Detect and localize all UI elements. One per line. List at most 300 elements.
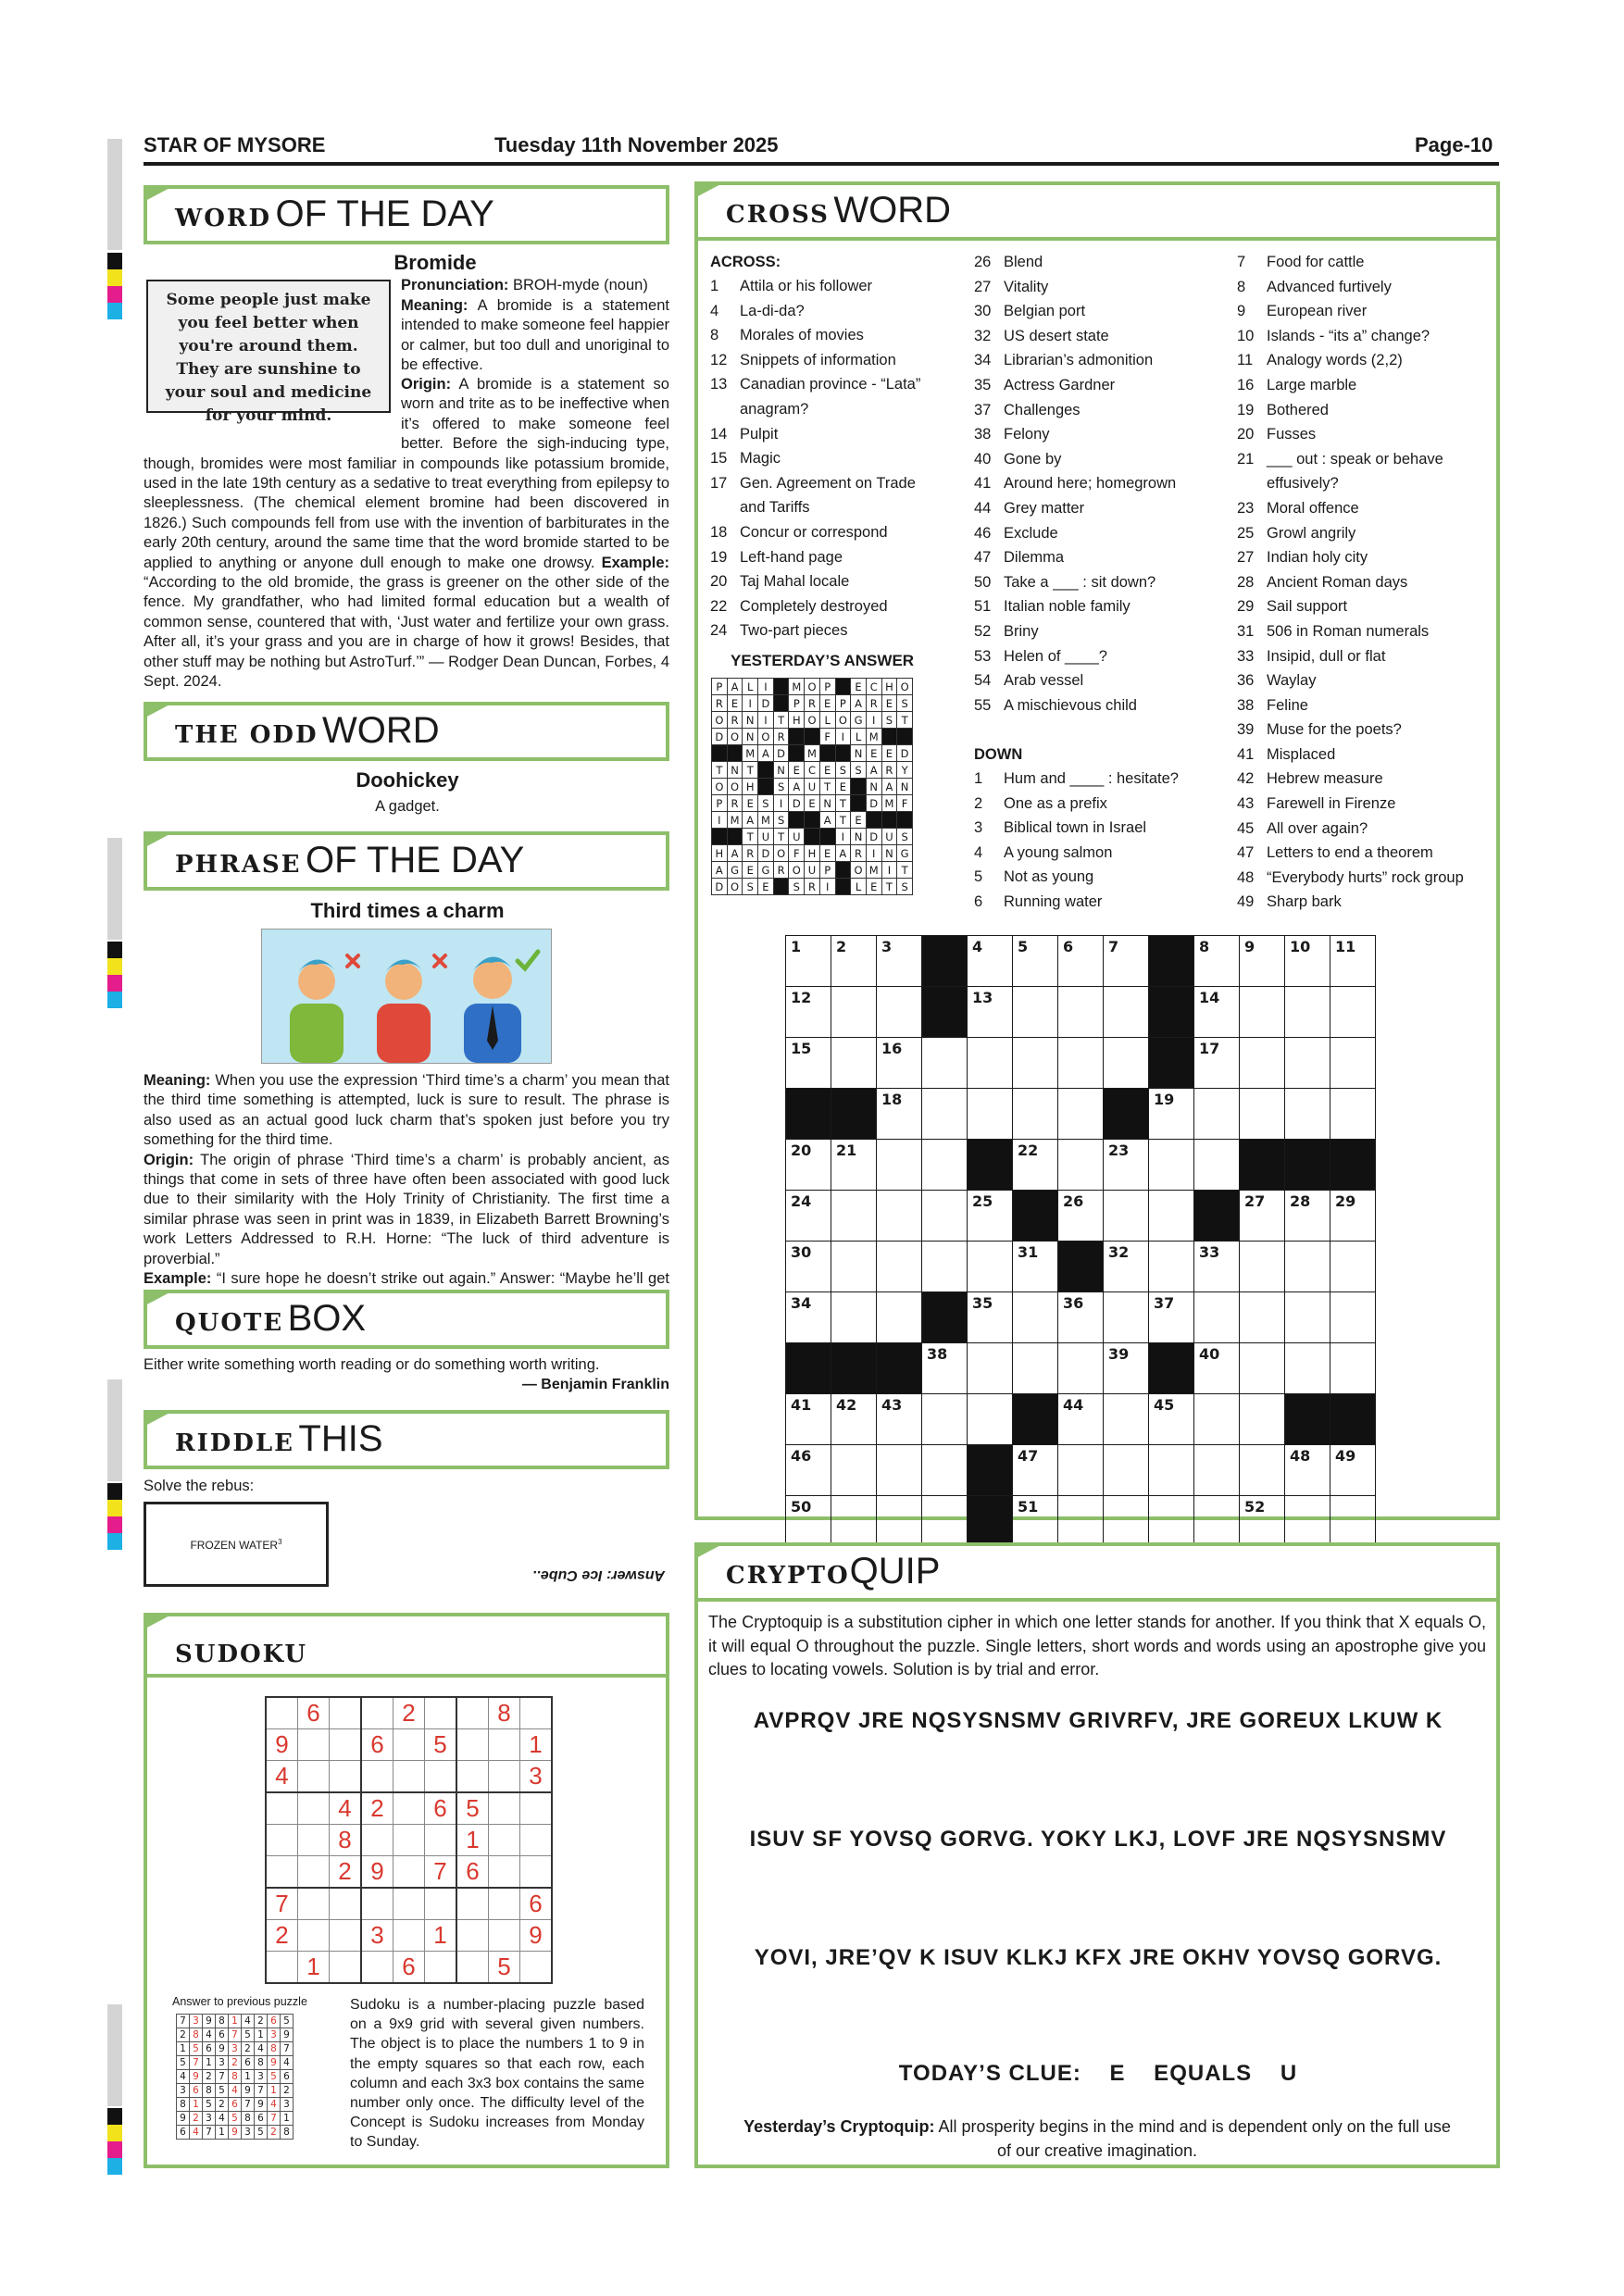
previous-sudoku-cell: 2 — [177, 2028, 190, 2042]
sudoku-cell[interactable] — [456, 1920, 489, 1952]
sudoku-cell[interactable] — [489, 1792, 520, 1825]
crossword-cell[interactable] — [1194, 1140, 1240, 1191]
crossword-cell[interactable]: 8 — [1194, 936, 1240, 987]
crossword-cell[interactable] — [1330, 1038, 1376, 1089]
crossword-cell[interactable]: 36 — [1058, 1292, 1104, 1343]
crossword-cell[interactable] — [1149, 1242, 1194, 1292]
sudoku-cell[interactable] — [298, 1729, 330, 1761]
answer-cell: F — [819, 729, 835, 745]
crossword-cell[interactable] — [1104, 1038, 1149, 1089]
clue-text: anagram? — [740, 400, 809, 418]
answer-cell: O — [805, 712, 820, 729]
riddle-title-box — [144, 1410, 669, 1469]
crossword-cell[interactable]: 35 — [968, 1292, 1013, 1343]
sudoku-cell[interactable] — [394, 1888, 425, 1920]
clue-number: 43 — [1237, 795, 1255, 813]
crossword-cell[interactable] — [1149, 1191, 1194, 1242]
crossword-cell[interactable] — [1058, 1445, 1104, 1496]
crossword-cell[interactable]: 17 — [1194, 1038, 1240, 1089]
clue-item — [974, 890, 1179, 915]
answer-block — [805, 729, 820, 745]
crossword-cell[interactable] — [1240, 1343, 1285, 1394]
crossword-cell[interactable] — [1285, 1343, 1330, 1394]
sudoku-cell[interactable] — [489, 1729, 520, 1761]
crossword-cell[interactable]: 25 — [968, 1191, 1013, 1242]
sudoku-cell[interactable] — [489, 1920, 520, 1952]
previous-sudoku-cell: 7 — [255, 2084, 268, 2098]
crossword-cell[interactable] — [1013, 1343, 1058, 1394]
sudoku-cell[interactable] — [456, 1729, 489, 1761]
sudoku-cell[interactable] — [266, 1697, 298, 1729]
crossword-cell[interactable]: 47 — [1013, 1445, 1058, 1496]
crossword-cell[interactable] — [1104, 1191, 1149, 1242]
previous-sudoku-cell: 3 — [203, 2112, 216, 2126]
across-heading: ACROSS: — [710, 254, 781, 270]
clue-item — [1237, 792, 1464, 817]
answer-cell: R — [773, 862, 789, 879]
crossword-cell[interactable] — [1285, 1496, 1330, 1547]
sudoku-cell[interactable] — [394, 1856, 425, 1889]
crossword-cell[interactable] — [922, 1394, 968, 1445]
crossword-cell[interactable]: 29 — [1330, 1191, 1376, 1242]
clue-text: Farewell in Firenze — [1267, 795, 1396, 813]
crossword-cell[interactable] — [1194, 1292, 1240, 1343]
crossword-cell[interactable] — [922, 1038, 968, 1089]
previous-sudoku-cell: 2 — [268, 2126, 281, 2140]
crossword-cell[interactable]: 22 — [1013, 1140, 1058, 1191]
crossword-cell[interactable]: 7 — [1104, 936, 1149, 987]
sudoku-cell[interactable] — [425, 1825, 457, 1856]
crossword-cell[interactable] — [831, 1242, 877, 1292]
sudoku-cell[interactable] — [361, 1825, 394, 1856]
sudoku-cell[interactable] — [298, 1825, 330, 1856]
sudoku-cell[interactable] — [266, 1825, 298, 1856]
sudoku-cell[interactable] — [394, 1792, 425, 1825]
crossword-grid[interactable] — [785, 935, 1376, 1598]
sudoku-cell: 8 — [330, 1825, 362, 1856]
clue-item — [710, 348, 920, 373]
clue-number: 42 — [1237, 770, 1255, 788]
crossword-cell[interactable]: 19 — [1149, 1089, 1194, 1140]
clue-number: 52 — [974, 622, 992, 640]
crossword-cell[interactable] — [1013, 1089, 1058, 1140]
crossword-cell[interactable]: 45 — [1149, 1394, 1194, 1445]
previous-sudoku-cell: 3 — [268, 2028, 281, 2042]
reg-swatch — [107, 992, 122, 1008]
previous-sudoku-cell: 3 — [242, 2126, 255, 2140]
answer-cell: S — [835, 762, 851, 779]
clue-item — [710, 471, 920, 496]
clue-number: 3 — [974, 819, 983, 837]
crossword-cell[interactable] — [1330, 1242, 1376, 1292]
previous-sudoku-cell: 4 — [255, 2042, 268, 2056]
clue-text: Insipid, dull or flat — [1267, 647, 1386, 665]
answer-cell: O — [835, 712, 851, 729]
answer-cell: R — [805, 695, 820, 712]
crossword-cell[interactable] — [1058, 1038, 1104, 1089]
crossword-cell[interactable] — [877, 987, 922, 1038]
crossword-cell[interactable] — [922, 1191, 968, 1242]
crossword-cell[interactable] — [1194, 1496, 1240, 1547]
crossword-cell[interactable] — [831, 1191, 877, 1242]
crossword-cell[interactable] — [1058, 1343, 1104, 1394]
previous-sudoku-cell: 8 — [216, 2015, 229, 2028]
sudoku-cell[interactable] — [298, 1920, 330, 1952]
crossword-cell[interactable] — [1330, 1089, 1376, 1140]
crossword-cell[interactable] — [877, 1496, 922, 1547]
answer-block — [758, 762, 774, 779]
crossword-cell[interactable] — [831, 1445, 877, 1496]
crossword-cell[interactable]: 30 — [786, 1242, 831, 1292]
crossword-cell[interactable] — [1194, 1445, 1240, 1496]
crossword-block — [922, 936, 968, 987]
crossword-cell[interactable] — [1104, 1496, 1149, 1547]
clue-number: 55 — [974, 696, 992, 714]
answer-block — [881, 729, 897, 745]
sudoku-cell[interactable] — [298, 1888, 330, 1920]
crossword-cell[interactable] — [831, 1496, 877, 1547]
sudoku-cell[interactable] — [330, 1761, 362, 1793]
answer-cell: N — [897, 779, 913, 795]
crossword-cell[interactable] — [877, 1242, 922, 1292]
answer-cell: M — [881, 795, 897, 812]
answer-cell: T — [743, 829, 758, 845]
answer-cell: O — [712, 712, 728, 729]
previous-sudoku-cell: 5 — [190, 2042, 203, 2056]
clue-item — [974, 373, 1176, 398]
answer-cell: E — [819, 845, 835, 862]
crossword-cell[interactable]: 40 — [1194, 1343, 1240, 1394]
previous-sudoku-cell: 6 — [242, 2056, 255, 2070]
crossword-cell[interactable] — [922, 1445, 968, 1496]
sudoku-cell[interactable] — [456, 1888, 489, 1920]
sudoku-cell[interactable] — [330, 1697, 362, 1729]
crossword-cell[interactable] — [877, 1140, 922, 1191]
crossword-cell[interactable]: 15 — [786, 1038, 831, 1089]
crossword-cell[interactable] — [1013, 1292, 1058, 1343]
crossword-cell[interactable] — [1285, 987, 1330, 1038]
sudoku-cell[interactable] — [489, 1761, 520, 1793]
crossword-cell[interactable]: 1 — [786, 936, 831, 987]
answer-cell: T — [773, 829, 789, 845]
crossword-cell[interactable]: 13 — [968, 987, 1013, 1038]
crossword-cell[interactable]: 48 — [1285, 1445, 1330, 1496]
answer-cell: E — [743, 862, 758, 879]
clue-text: Ancient Roman days — [1267, 573, 1408, 591]
sudoku-cell[interactable] — [520, 1792, 553, 1825]
crossword-cell[interactable] — [877, 1445, 922, 1496]
crossword-cell[interactable] — [1058, 987, 1104, 1038]
crossword-cell[interactable]: 10 — [1285, 936, 1330, 987]
crossword-cell[interactable]: 28 — [1285, 1191, 1330, 1242]
crossword-cell[interactable] — [968, 1394, 1013, 1445]
crossword-cell[interactable] — [968, 1343, 1013, 1394]
answer-cell: E — [758, 879, 774, 895]
crossword-cell[interactable] — [1058, 1140, 1104, 1191]
answer-block — [712, 829, 728, 845]
crossword-cell[interactable]: 20 — [786, 1140, 831, 1191]
clue-item — [1237, 890, 1464, 915]
reg-swatch — [107, 1533, 122, 1550]
crossword-cell[interactable]: 26 — [1058, 1191, 1104, 1242]
crossword-cell[interactable]: 44 — [1058, 1394, 1104, 1445]
clue-item — [1237, 817, 1464, 842]
crossword-cell[interactable] — [922, 1242, 968, 1292]
crossword-cell[interactable] — [1149, 1445, 1194, 1496]
sudoku-cell[interactable] — [330, 1920, 362, 1952]
crossword-cell[interactable] — [1240, 987, 1285, 1038]
crossword-cell[interactable] — [922, 1089, 968, 1140]
crossword-cell[interactable] — [1104, 987, 1149, 1038]
answer-cell: U — [881, 829, 897, 845]
crossword-cell[interactable]: 32 — [1104, 1242, 1149, 1292]
crossword-cell[interactable] — [1149, 1496, 1194, 1547]
crossword-cell[interactable]: 46 — [786, 1445, 831, 1496]
crossword-cell[interactable]: 43 — [877, 1394, 922, 1445]
crossword-block — [968, 1445, 1013, 1496]
clue-text: Arab vessel — [1004, 672, 1084, 690]
crossword-cell[interactable] — [1194, 1394, 1240, 1445]
crossword-cell[interactable]: 4 — [968, 936, 1013, 987]
crossword-cell[interactable] — [1058, 1089, 1104, 1140]
clue-number: 10 — [1237, 327, 1255, 344]
crossword-cell[interactable] — [1240, 1292, 1285, 1343]
clue-item — [974, 644, 1176, 669]
answer-cell: D — [897, 745, 913, 762]
crossword-cell[interactable] — [1285, 1292, 1330, 1343]
clue-text: Exclude — [1004, 524, 1058, 542]
answer-cell: E — [789, 762, 805, 779]
crossword-cell[interactable]: 49 — [1330, 1445, 1376, 1496]
crossword-cell[interactable] — [831, 1292, 877, 1343]
sudoku-cell[interactable] — [266, 1792, 298, 1825]
crossword-cell[interactable] — [1240, 1089, 1285, 1140]
previous-sudoku-cell: 2 — [242, 2042, 255, 2056]
crossword-cell[interactable] — [922, 1496, 968, 1547]
answer-cell: D — [773, 745, 789, 762]
clue-item — [1237, 275, 1464, 300]
sudoku-cell[interactable] — [520, 1697, 553, 1729]
clue-text: One as a prefix — [1004, 794, 1107, 812]
clue-item — [710, 323, 920, 348]
sudoku-cell[interactable] — [394, 1761, 425, 1793]
crossword-cell[interactable]: 6 — [1058, 936, 1104, 987]
previous-sudoku-cell: 3 — [229, 2042, 242, 2056]
crossword-cell[interactable]: 9 — [1240, 936, 1285, 987]
crossword-cell[interactable]: 31 — [1013, 1242, 1058, 1292]
crossword-cell[interactable] — [1104, 1445, 1149, 1496]
crossword-cell[interactable] — [1285, 1038, 1330, 1089]
crossword-cell[interactable] — [968, 1038, 1013, 1089]
crossword-cell[interactable]: 24 — [786, 1191, 831, 1242]
answer-block — [897, 812, 913, 829]
crossword-cell[interactable] — [877, 1191, 922, 1242]
crossword-cell[interactable] — [831, 1038, 877, 1089]
crossword-cell[interactable] — [1058, 1496, 1104, 1547]
clue-text: 506 in Roman numerals — [1267, 622, 1430, 640]
crossword-cell[interactable]: 11 — [1330, 936, 1376, 987]
crossword-cell[interactable] — [877, 1292, 922, 1343]
sudoku-cell[interactable] — [520, 1825, 553, 1856]
crossword-cell[interactable]: 34 — [786, 1292, 831, 1343]
crossword-cell[interactable] — [1285, 1242, 1330, 1292]
sudoku-cell[interactable] — [298, 1792, 330, 1825]
sudoku-cell[interactable] — [266, 1856, 298, 1889]
crossword-cell[interactable] — [1240, 1038, 1285, 1089]
sudoku-cell[interactable] — [330, 1729, 362, 1761]
sudoku-cell[interactable] — [425, 1761, 457, 1793]
crossword-cell[interactable]: 51 — [1013, 1496, 1058, 1547]
answer-cell: H — [743, 779, 758, 795]
crossword-cell[interactable] — [1240, 1394, 1285, 1445]
sudoku-cell[interactable] — [489, 1856, 520, 1889]
crossword-cell[interactable]: 50 — [786, 1496, 831, 1547]
crossword-cell[interactable]: 2 — [831, 936, 877, 987]
crossword-cell[interactable] — [1104, 1394, 1149, 1445]
sudoku-cell[interactable] — [298, 1761, 330, 1793]
clue-text: Large marble — [1267, 376, 1357, 393]
crossword-cell[interactable]: 37 — [1149, 1292, 1194, 1343]
sudoku-cell[interactable] — [520, 1952, 553, 1984]
crossword-cell[interactable]: 38 — [922, 1343, 968, 1394]
sudoku-cell[interactable] — [330, 1888, 362, 1920]
crossword-cell[interactable]: 12 — [786, 987, 831, 1038]
crossword-cell[interactable] — [1013, 1038, 1058, 1089]
sudoku-cell[interactable] — [394, 1825, 425, 1856]
crossword-cell[interactable]: 23 — [1104, 1140, 1149, 1191]
clue-text: Librarian’s admonition — [1004, 352, 1154, 369]
crossword-cell[interactable]: 21 — [831, 1140, 877, 1191]
previous-sudoku-cell: 5 — [281, 2015, 294, 2028]
clue-number: 5 — [974, 868, 983, 886]
sudoku-cell[interactable] — [330, 1952, 362, 1984]
crossword-cell[interactable] — [1104, 1292, 1149, 1343]
crossword-cell[interactable] — [968, 1242, 1013, 1292]
crossword-cell[interactable] — [1240, 1445, 1285, 1496]
crossword-cell[interactable] — [1285, 1089, 1330, 1140]
crossword-block — [922, 1292, 968, 1343]
clue-item — [974, 545, 1176, 570]
crossword-cell[interactable]: 39 — [1104, 1343, 1149, 1394]
sudoku-cell[interactable] — [425, 1697, 457, 1729]
clue-number: 40 — [974, 450, 992, 468]
odd-word-meaning: A gadget. — [375, 798, 440, 815]
registration-strip — [107, 2004, 122, 2106]
cryptoquip-title: CRYPTOQUIP — [726, 1551, 941, 1591]
clue-number: 36 — [1237, 672, 1255, 690]
phrase-body: Meaning: When you use the expression ‘Third time’s a charm’ you mean that the third time something is attempted, luck is sure to result. The phrase is also used as an actual good luck charm that’s spoken just before you try something for the third time. Origin: The origin of phrase ‘Third time’s a charm’ is probably ancient, as things that come in sets of three have often been associated with good luck due to their similarity with the Holy Trinity of Christianity. The first time a similar phrase was seen in print was in 1839, in Elizabeth Barrett Browning’s work Letters Addressed to R.H. Horne: “The luck of third adventure is proverbial.” Example: “I sure hope he doesn’t strike out again.” Answer: “Maybe he’ll get — [144, 1072, 669, 1288]
cryptoquip-line-2: ISUV SF YOVSQ GORVG. YOKY LKJ, LOVF JRE NQSYSNSMV — [749, 1827, 1447, 1852]
sudoku-cell[interactable] — [361, 1952, 394, 1984]
crossword-cell[interactable] — [1330, 987, 1376, 1038]
yesterday-crossword-answer — [711, 678, 913, 895]
answer-block — [773, 695, 789, 712]
sudoku-cell[interactable] — [298, 1856, 330, 1889]
crossword-cell[interactable] — [1330, 1292, 1376, 1343]
clue-number: 49 — [1237, 893, 1255, 911]
sudoku-cell[interactable] — [394, 1920, 425, 1952]
sudoku-cell: 6 — [394, 1952, 425, 1984]
crossword-cell[interactable]: 42 — [831, 1394, 877, 1445]
answer-cell: A — [743, 812, 758, 829]
crossword-cell[interactable]: 52 — [1240, 1496, 1285, 1547]
sudoku-cell[interactable] — [361, 1888, 394, 1920]
sudoku-cell[interactable] — [520, 1856, 553, 1889]
crossword-cell[interactable] — [1013, 987, 1058, 1038]
crossword-cell[interactable]: 5 — [1013, 936, 1058, 987]
crossword-block — [1104, 1089, 1149, 1140]
clue-text: Actress Gardner — [1004, 376, 1116, 393]
sudoku-cell[interactable] — [425, 1952, 457, 1984]
clue-text: Take a ___ : sit down? — [1004, 573, 1156, 591]
crossword-cell[interactable]: 14 — [1194, 987, 1240, 1038]
title-flag — [144, 185, 175, 202]
crossword-cell[interactable] — [831, 987, 877, 1038]
crossword-cell[interactable]: 33 — [1194, 1242, 1240, 1292]
answer-cell: P — [835, 695, 851, 712]
sudoku-cell[interactable] — [266, 1952, 298, 1984]
word-of-day-word: Bromide — [394, 251, 477, 274]
clue-item — [1237, 545, 1464, 570]
crossword-cell[interactable] — [1330, 1496, 1376, 1547]
clue-text: Snippets of information — [740, 351, 896, 368]
crossword-cell[interactable]: 41 — [786, 1394, 831, 1445]
clue-number: 14 — [710, 425, 728, 443]
clue-item — [1237, 570, 1464, 595]
sudoku-cell[interactable] — [394, 1729, 425, 1761]
clue-number: 44 — [974, 499, 992, 517]
crossword-cell[interactable]: 27 — [1240, 1191, 1285, 1242]
previous-sudoku-cell: 1 — [203, 2056, 216, 2070]
answer-cell: A — [727, 679, 743, 695]
previous-sudoku-cell: 5 — [203, 2098, 216, 2112]
clue-item — [710, 569, 920, 594]
crossword-cell[interactable] — [1240, 1242, 1285, 1292]
crossword-cell[interactable] — [1149, 1140, 1194, 1191]
answer-cell: G — [851, 712, 867, 729]
crossword-cell[interactable]: 3 — [877, 936, 922, 987]
crossword-cell[interactable]: 16 — [877, 1038, 922, 1089]
crossword-block — [1285, 1394, 1330, 1445]
crossword-cell[interactable] — [1194, 1089, 1240, 1140]
clue-text: Advanced furtively — [1267, 278, 1392, 295]
crossword-cell[interactable] — [1330, 1343, 1376, 1394]
sudoku-cell[interactable] — [361, 1761, 394, 1793]
answer-block — [819, 829, 835, 845]
sudoku-cell[interactable] — [361, 1697, 394, 1729]
crossword-cell[interactable] — [968, 1089, 1013, 1140]
clue-number: 11 — [1237, 352, 1254, 369]
answer-cell: E — [881, 695, 897, 712]
sudoku-cell: 1 — [456, 1825, 489, 1856]
sudoku-cell[interactable] — [456, 1761, 489, 1793]
sudoku-cell[interactable] — [456, 1697, 489, 1729]
previous-sudoku-cell: 3 — [177, 2084, 190, 2098]
answer-cell: D — [712, 879, 728, 895]
clue-item — [974, 619, 1176, 644]
previous-sudoku-cell: 1 — [268, 2084, 281, 2098]
sudoku-cell[interactable] — [489, 1888, 520, 1920]
answer-block — [789, 812, 805, 829]
crossword-cell[interactable] — [922, 1140, 968, 1191]
answer-cell: E — [727, 695, 743, 712]
sudoku-cell[interactable] — [489, 1825, 520, 1856]
reg-swatch — [107, 2158, 122, 2175]
sudoku-cell[interactable] — [425, 1888, 457, 1920]
sudoku-cell[interactable] — [456, 1952, 489, 1984]
crossword-cell[interactable]: 18 — [877, 1089, 922, 1140]
sudoku-cell: 2 — [266, 1920, 298, 1952]
